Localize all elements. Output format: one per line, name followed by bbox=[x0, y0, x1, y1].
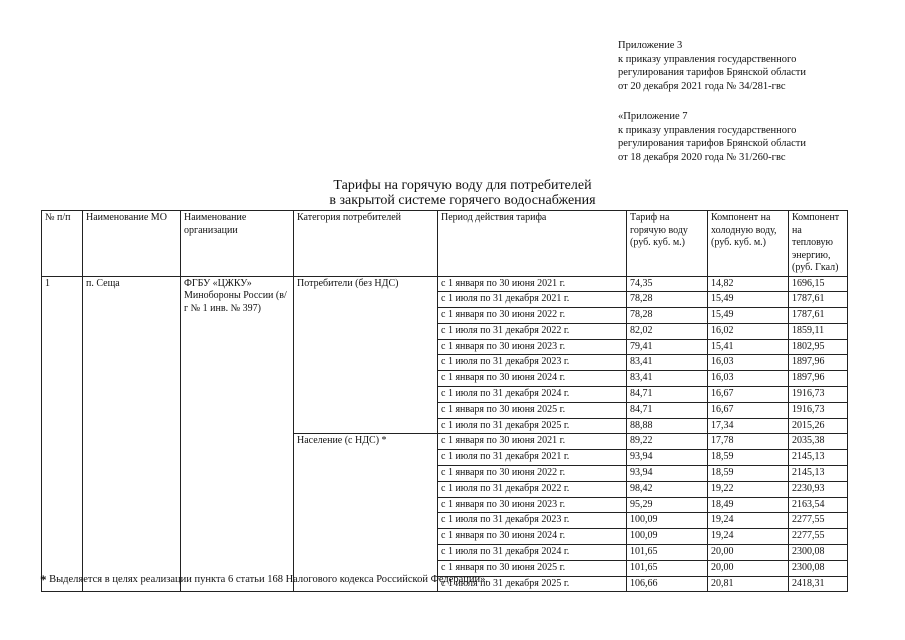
cell-cold: 16,67 bbox=[708, 402, 789, 418]
document-title bbox=[0, 178, 905, 208]
cell-cold: 20,81 bbox=[708, 576, 789, 592]
appendix-line: Приложение 3 bbox=[618, 40, 683, 51]
cell-period: с 1 июля по 31 декабря 2024 г. bbox=[438, 387, 627, 403]
cell-tariff: 78,28 bbox=[627, 308, 708, 324]
cell-energy: 1897,96 bbox=[789, 371, 848, 387]
cell-cold: 17,78 bbox=[708, 434, 789, 450]
footnote bbox=[40, 572, 488, 588]
appendix-line: от 18 декабря 2020 года № 31/260-гвс bbox=[618, 151, 786, 163]
cell-period: с 1 января по 30 июня 2021 г. bbox=[438, 276, 627, 292]
cell-tariff: 93,94 bbox=[627, 450, 708, 466]
cell-cold: 18,49 bbox=[708, 497, 789, 513]
cell-period: с 1 июля по 31 декабря 2025 г. bbox=[438, 576, 627, 592]
cell-energy: 1916,73 bbox=[789, 402, 848, 418]
cell-cold: 16,03 bbox=[708, 355, 789, 371]
table-row bbox=[42, 276, 848, 292]
cell-period: с 1 июля по 31 декабря 2021 г. bbox=[438, 450, 627, 466]
header-tariff: Тариф на горячую воду (руб. куб. м.) bbox=[627, 211, 708, 277]
cell-tariff: 101,65 bbox=[627, 545, 708, 561]
cell-period: с 1 июля по 31 декабря 2021 г. bbox=[438, 292, 627, 308]
cell-period: с 1 июля по 31 декабря 2022 г. bbox=[438, 481, 627, 497]
cell-cold: 18,59 bbox=[708, 466, 789, 482]
cell-energy: 2145,13 bbox=[789, 450, 848, 466]
cell-period: с 1 января по 30 июня 2025 г. bbox=[438, 402, 627, 418]
cell-period: с 1 января по 30 июня 2023 г. bbox=[438, 339, 627, 355]
header-num: № п/п bbox=[42, 211, 83, 277]
footnote-mark: * bbox=[40, 572, 47, 587]
cell-cold: 18,59 bbox=[708, 450, 789, 466]
footnote-text: Выделяется в целях реализации пункта 6 статьи 168 Налогового кодекса Российской Федерации». bbox=[49, 574, 489, 585]
cell-cold: 20,00 bbox=[708, 560, 789, 576]
cell-energy: 1787,61 bbox=[789, 308, 848, 324]
cell-energy: 2300,08 bbox=[789, 560, 848, 576]
cell-period: с 1 января по 30 июня 2024 г. bbox=[438, 371, 627, 387]
header-category: Категория потребителей bbox=[294, 211, 438, 277]
cell-cold: 14,82 bbox=[708, 276, 789, 292]
cell-period: с 1 июля по 31 декабря 2025 г. bbox=[438, 418, 627, 434]
cell-energy: 1897,96 bbox=[789, 355, 848, 371]
cell-cold: 15,49 bbox=[708, 308, 789, 324]
cell-category: Потребители (без НДС) bbox=[294, 276, 438, 434]
cell-tariff: 93,94 bbox=[627, 466, 708, 482]
cell-period: с 1 января по 30 июня 2024 г. bbox=[438, 529, 627, 545]
cell-category: Население (с НДС) * bbox=[294, 434, 438, 592]
appendix-line: «Приложение 7 bbox=[618, 111, 688, 122]
cell-tariff: 84,71 bbox=[627, 402, 708, 418]
header-period: Период действия тарифа bbox=[438, 211, 627, 277]
appendix-7-note bbox=[618, 110, 806, 164]
cell-cold: 15,49 bbox=[708, 292, 789, 308]
title-line-1: Тарифы на горячую воду для потребителей bbox=[333, 178, 592, 193]
cell-tariff: 83,41 bbox=[627, 355, 708, 371]
cell-tariff: 106,66 bbox=[627, 576, 708, 592]
cell-tariff: 89,22 bbox=[627, 434, 708, 450]
title-line-2: в закрытой системе горячего водоснабжения bbox=[329, 193, 596, 208]
cell-mo: п. Сеща bbox=[83, 276, 181, 592]
cell-cold: 19,24 bbox=[708, 513, 789, 529]
header-energy: Компонент на тепловую энергию, (руб. Гкал) bbox=[789, 211, 848, 277]
appendix-line: к приказу управления государственного bbox=[618, 124, 797, 136]
appendix-3-note bbox=[618, 39, 806, 93]
cell-cold: 16,02 bbox=[708, 323, 789, 339]
cell-tariff: 101,65 bbox=[627, 560, 708, 576]
cell-period: с 1 января по 30 июня 2022 г. bbox=[438, 466, 627, 482]
cell-tariff: 88,88 bbox=[627, 418, 708, 434]
header-cold: Компонент на холодную воду, (руб. куб. м.) bbox=[708, 211, 789, 277]
cell-tariff: 95,29 bbox=[627, 497, 708, 513]
cell-energy: 1696,15 bbox=[789, 276, 848, 292]
cell-tariff: 83,41 bbox=[627, 371, 708, 387]
cell-org: ФГБУ «ЦЖКУ» Минобороны России (в/г № 1 инв. № 397) bbox=[181, 276, 294, 592]
appendix-line: регулирования тарифов Брянской области bbox=[618, 67, 806, 78]
cell-energy: 2230,93 bbox=[789, 481, 848, 497]
cell-energy: 2277,55 bbox=[789, 529, 848, 545]
cell-cold: 16,67 bbox=[708, 387, 789, 403]
cell-tariff: 79,41 bbox=[627, 339, 708, 355]
cell-num: 1 bbox=[42, 276, 83, 592]
tariff-body bbox=[42, 276, 848, 592]
appendix-line: от 20 декабря 2021 года № 34/281-гвс bbox=[618, 80, 786, 92]
cell-cold: 20,00 bbox=[708, 545, 789, 561]
cell-cold: 17,34 bbox=[708, 418, 789, 434]
table-header-row bbox=[42, 211, 848, 277]
cell-energy: 2015,26 bbox=[789, 418, 848, 434]
cell-energy: 2163,54 bbox=[789, 497, 848, 513]
cell-period: с 1 января по 30 июня 2023 г. bbox=[438, 497, 627, 513]
appendix-line: к приказу управления государственного bbox=[618, 53, 797, 65]
tariff-table bbox=[41, 210, 848, 592]
header-mo: Наименование МО bbox=[83, 211, 181, 277]
cell-tariff: 82,02 bbox=[627, 323, 708, 339]
cell-energy: 2145,13 bbox=[789, 466, 848, 482]
cell-cold: 16,03 bbox=[708, 371, 789, 387]
cell-energy: 1916,73 bbox=[789, 387, 848, 403]
cell-cold: 19,24 bbox=[708, 529, 789, 545]
cell-tariff: 100,09 bbox=[627, 513, 708, 529]
cell-cold: 19,22 bbox=[708, 481, 789, 497]
cell-energy: 1787,61 bbox=[789, 292, 848, 308]
cell-energy: 1859,11 bbox=[789, 323, 848, 339]
cell-period: с 1 января по 30 июня 2022 г. bbox=[438, 308, 627, 324]
cell-period: с 1 января по 30 июня 2021 г. bbox=[438, 434, 627, 450]
cell-energy: 1802,95 bbox=[789, 339, 848, 355]
cell-period: с 1 июля по 31 декабря 2024 г. bbox=[438, 545, 627, 561]
cell-tariff: 98,42 bbox=[627, 481, 708, 497]
appendix-line: регулирования тарифов Брянской области bbox=[618, 138, 806, 149]
cell-energy: 2277,55 bbox=[789, 513, 848, 529]
cell-energy: 2418,31 bbox=[789, 576, 848, 592]
cell-tariff: 100,09 bbox=[627, 529, 708, 545]
cell-period: с 1 июля по 31 декабря 2022 г. bbox=[438, 323, 627, 339]
cell-tariff: 74,35 bbox=[627, 276, 708, 292]
cell-period: с 1 июля по 31 декабря 2023 г. bbox=[438, 513, 627, 529]
header-org: Наименование организации bbox=[181, 211, 294, 277]
cell-energy: 2300,08 bbox=[789, 545, 848, 561]
cell-cold: 15,41 bbox=[708, 339, 789, 355]
cell-tariff: 84,71 bbox=[627, 387, 708, 403]
cell-period: с 1 января по 30 июня 2025 г. bbox=[438, 560, 627, 576]
cell-tariff: 78,28 bbox=[627, 292, 708, 308]
cell-energy: 2035,38 bbox=[789, 434, 848, 450]
cell-period: с 1 июля по 31 декабря 2023 г. bbox=[438, 355, 627, 371]
